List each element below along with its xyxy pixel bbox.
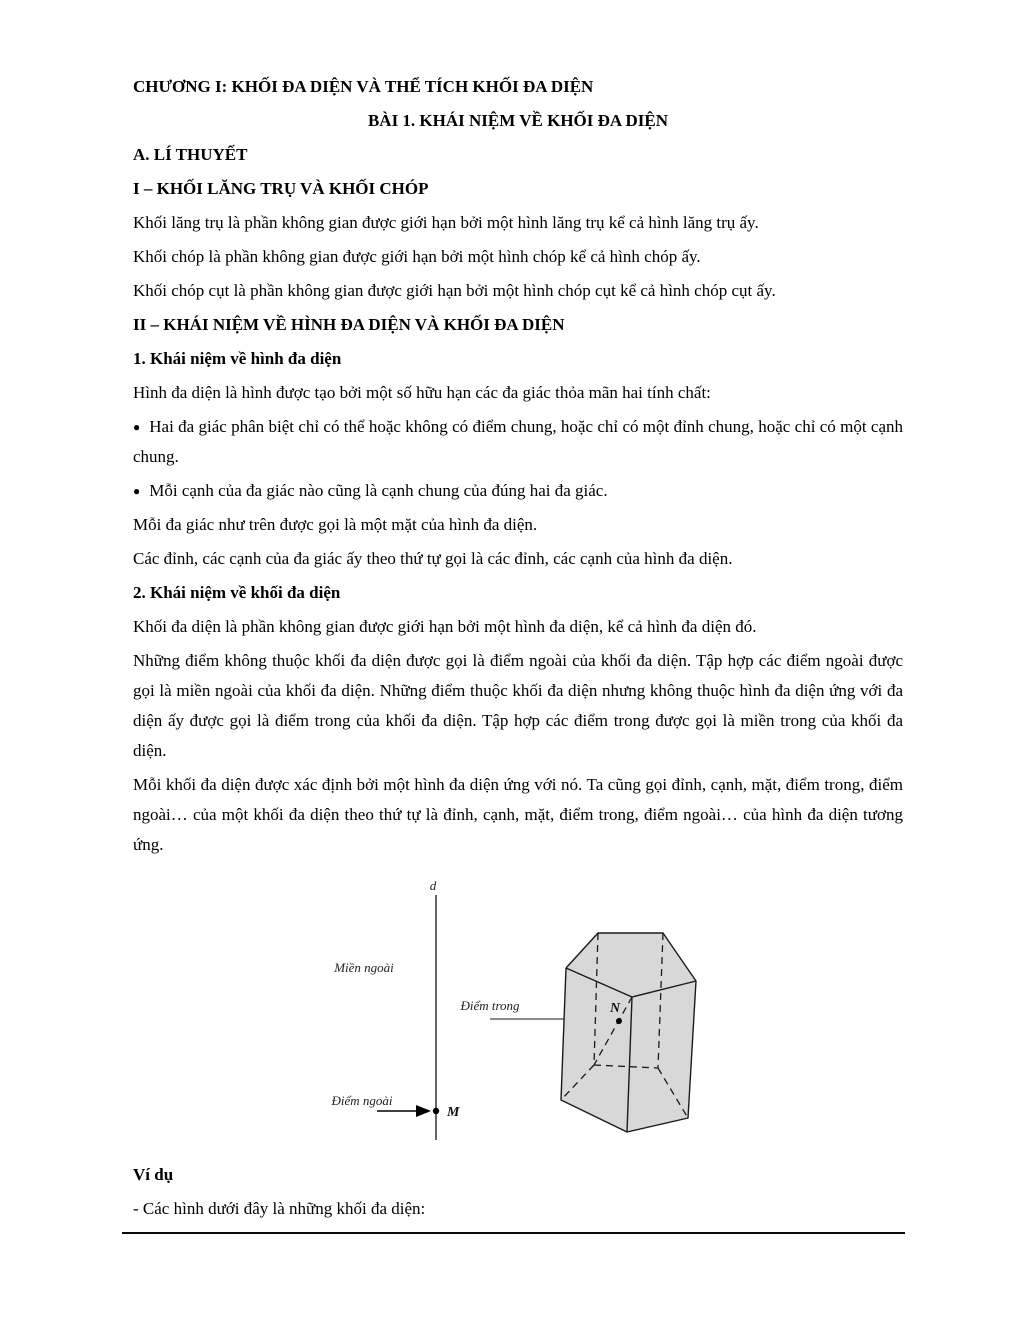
paragraph-lang-tru: Khối lăng trụ là phần không gian được giới hạn bởi một hình lăng trụ kể cả hình lăng trụ ấy. (133, 213, 759, 232)
section-a-heading: A. LÍ THUYẾT (133, 145, 248, 164)
outer-point-label: Điểm ngoài (331, 1093, 393, 1108)
point-n-label: N (609, 1001, 621, 1016)
polyhedron-diagram (300, 872, 720, 1157)
section-ii-heading: II – KHÁI NIỆM VỀ HÌNH ĐA DIỆN VÀ KHỐI ĐA DIỆN (133, 315, 565, 334)
sub-heading-2: 2. Khái niệm về khối đa diện (133, 583, 341, 602)
inner-point-label: Điểm trong (460, 998, 520, 1013)
section-i-heading: I – KHỐI LĂNG TRỤ VÀ KHỐI CHÓP (133, 179, 429, 198)
bullet-item-1-text: Hai đa giác phân biệt chỉ có thể hoặc không có điểm chung, hoặc chỉ có một đỉnh chung, hoặc chỉ có một cạnh chung. (133, 417, 903, 466)
paragraph-mat: Mỗi đa giác như trên được gọi là một mặt của hình đa diện. (133, 515, 538, 534)
line-d-label: d (429, 878, 437, 893)
example-heading: Ví dụ (133, 1165, 174, 1184)
polyhedron-figure (133, 864, 903, 1160)
paragraph-moi-khoi: Mỗi khối đa diện được xác định bởi một hình đa diện ứng với nó. Ta cũng gọi đỉnh, cạnh, mặt, điểm trong, điểm ngoài… của một khối đa diện theo thứ tự là đỉnh, cạnh, mặt, điểm trong, điểm ngoài… của hình đa diện tương ứng. (133, 775, 903, 854)
bullet-icon: ● (133, 420, 141, 434)
point-m (433, 1108, 439, 1114)
bullet-item-2-text: Mỗi cạnh của đa giác nào cũng là cạnh chung của đúng hai đa giác. (149, 481, 608, 500)
pentagonal-prism (561, 933, 696, 1132)
sub-heading-1: 1. Khái niệm về hình đa diện (133, 349, 342, 368)
paragraph-chop-cut: Khối chóp cụt là phần không gian được giới hạn bởi một hình chóp cụt kể cả hình chóp cụt ấy. (133, 281, 776, 300)
paragraph-hinh-da-dien: Hình đa diện là hình được tạo bởi một số hữu hạn các đa giác thỏa mãn hai tính chất: (133, 383, 711, 402)
bullet-icon: ● (133, 484, 141, 498)
example-intro: - Các hình dưới đây là những khối đa diện: (133, 1199, 426, 1218)
outer-region-label: Miền ngoài (334, 960, 394, 975)
paragraph-chop: Khối chóp là phần không gian được giới hạn bởi một hình chóp kể cả hình chóp ấy. (133, 247, 701, 266)
bullet-item-2 (133, 476, 903, 506)
point-n (616, 1018, 622, 1024)
paragraph-dinh-canh: Các đỉnh, các cạnh của đa giác ấy theo thứ tự gọi là các đỉnh, các cạnh của hình đa diện. (133, 549, 733, 568)
lesson-title: BÀI 1. KHÁI NIỆM VỀ KHỐI ĐA DIỆN (367, 111, 669, 130)
divider (122, 1232, 905, 1234)
chapter-title: CHƯƠNG I: KHỐI ĐA DIỆN VÀ THỂ TÍCH KHỐI ĐA DIỆN (133, 77, 594, 96)
paragraph-mien: Những điểm không thuộc khối đa diện được gọi là điểm ngoài của khối đa diện. Tập hợp các điểm ngoài được gọi là miền ngoài của khối đa diện. Những điểm thuộc khối đa diện nhưng không thuộc hình đa diện ứng với đa diện ấy được gọi là điểm trong của khối đa diện. Tập hợp các điểm trong được gọi là miền trong của khối đa diện. (133, 651, 903, 760)
bullet-item-1 (133, 412, 903, 472)
point-m-label: M (447, 1105, 460, 1120)
paragraph-khoi-da-dien: Khối đa diện là phần không gian được giới hạn bởi một hình đa diện, kể cả hình đa diện đó. (133, 617, 757, 636)
